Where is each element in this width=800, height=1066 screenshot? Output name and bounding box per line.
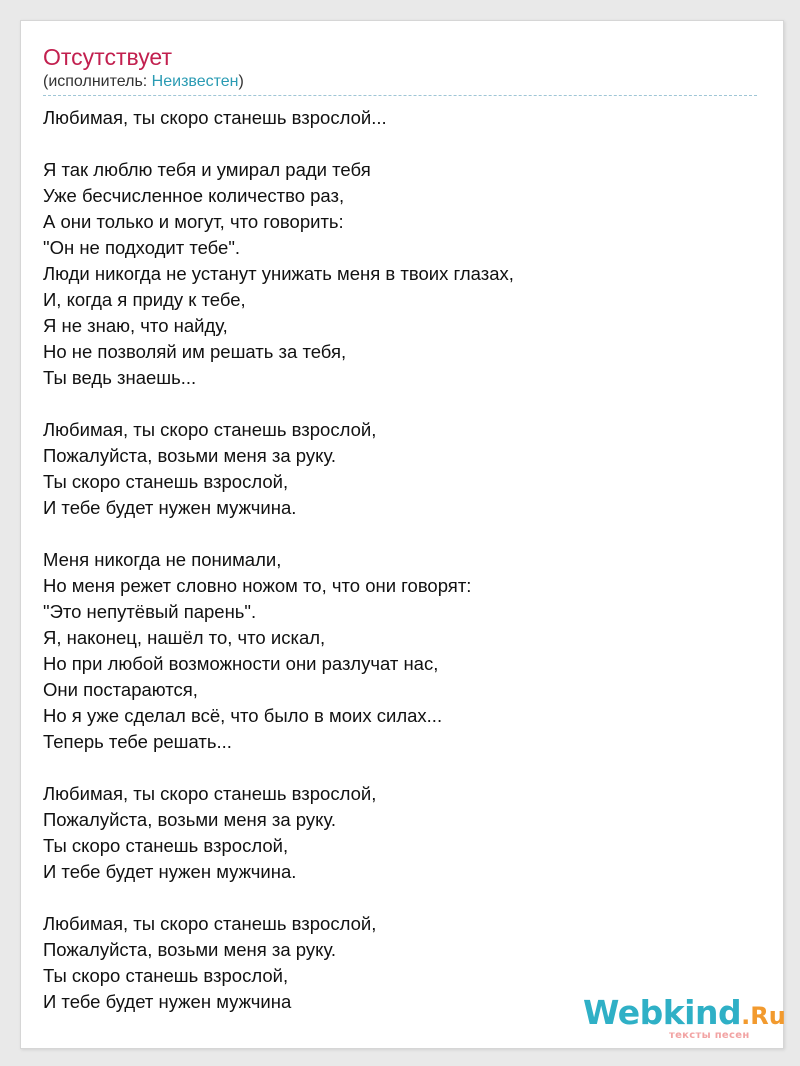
lyrics-line: И тебе будет нужен мужчина [43,991,292,1012]
lyrics-line: Но не позволяй им решать за тебя, [43,341,347,362]
lyrics-line: Но я уже сделал всё, что было в моих силах... [43,705,443,726]
lyrics-line: Но меня режет словно ножом то, что они говорят: [43,575,472,596]
logo-name: Webkind [583,993,742,1032]
lyrics-line: Уже бесчисленное количество раз, [43,185,345,206]
lyrics-line: Они постараются, [43,679,198,700]
lyrics-line: Теперь тебе решать... [43,731,232,752]
lyrics-line: Ты ведь знаешь... [43,367,197,388]
lyrics-stanza [43,157,763,391]
lyrics-line: Но при любой возможности они разлучат нас, [43,653,439,674]
lyrics-line: "Это непутёвый парень". [43,601,257,622]
lyrics-line: Пожалуйста, возьми меня за руку. [43,445,336,466]
lyrics-line: И тебе будет нужен мужчина. [43,861,297,882]
song-title: Отсутствует [43,44,172,70]
lyrics-line: Любимая, ты скоро станешь взрослой, [43,783,377,804]
artist-link[interactable]: Неизвестен [151,73,239,90]
lyrics-line: Ты скоро станешь взрослой, [43,471,289,492]
artist-prefix: (исполнитель: [43,73,152,90]
lyrics-line: "Он не подходит тебе". [43,237,241,258]
lyrics-stanza [43,105,763,131]
site-logo[interactable] [583,993,786,1049]
lyrics-line: Я не знаю, что найду, [43,315,228,336]
lyrics-line: Пожалуйста, возьми меня за руку. [43,809,336,830]
logo-tagline: тексты песен [669,1030,750,1041]
lyrics-line: И тебе будет нужен мужчина. [43,497,297,518]
artist-suffix: ) [238,73,244,90]
lyrics-line: Любимая, ты скоро станешь взрослой, [43,913,377,934]
lyrics-page [20,20,784,1049]
lyrics-stanza [43,781,763,885]
lyrics-line: Пожалуйста, возьми меня за руку. [43,939,336,960]
artist-line [43,72,244,92]
header-divider [43,95,757,96]
lyrics-line: Любимая, ты скоро станешь взрослой... [43,107,387,128]
lyrics-line: Люди никогда не устанут унижать меня в твоих глазах, [43,263,514,284]
lyrics-line: Меня никогда не понимали, [43,549,282,570]
lyrics-text [43,105,763,1015]
lyrics-line: Любимая, ты скоро станешь взрослой, [43,419,377,440]
lyrics-stanza [43,547,763,755]
lyrics-line: Я так люблю тебя и умирал ради тебя [43,159,371,180]
lyrics-stanza [43,417,763,521]
lyrics-line: И, когда я приду к тебе, [43,289,246,310]
lyrics-line: А они только и могут, что говорить: [43,211,344,232]
logo-tld: .Ru [741,1002,786,1030]
lyrics-line: Я, наконец, нашёл то, что искал, [43,627,326,648]
lyrics-line: Ты скоро станешь взрослой, [43,965,289,986]
lyrics-line: Ты скоро станешь взрослой, [43,835,289,856]
